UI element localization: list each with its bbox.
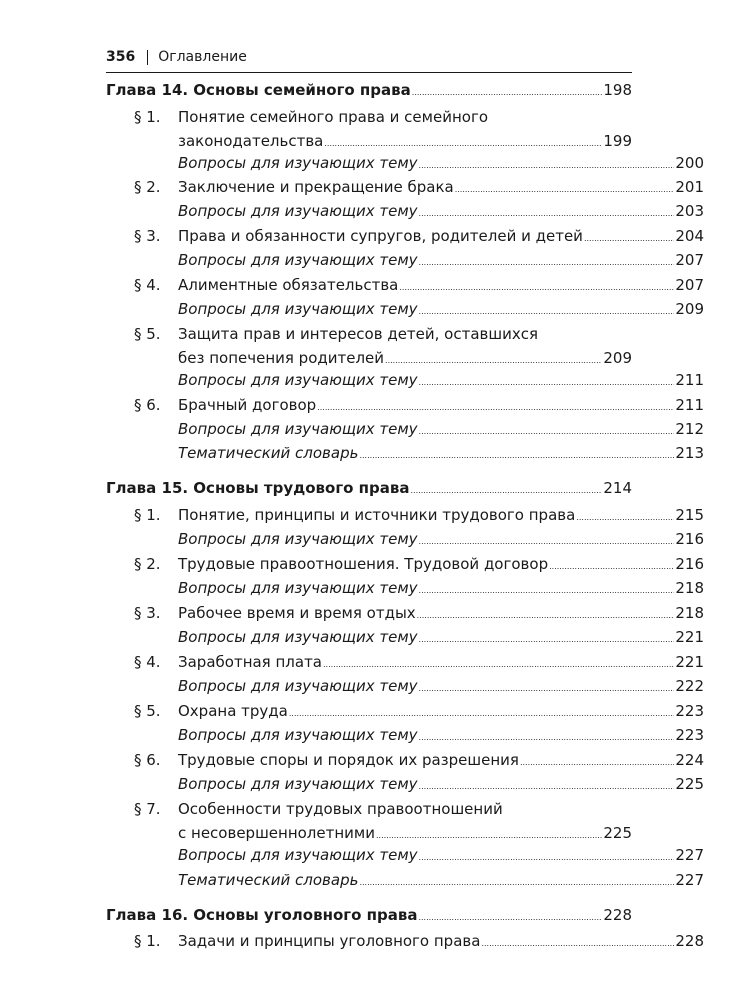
page-ref: 214	[603, 479, 632, 497]
section-title-line2: с несовершеннолетними	[178, 824, 375, 842]
dot-leader	[317, 393, 674, 420]
section-number: § 3.	[134, 227, 161, 245]
questions-label: Вопросы для изучающих тему	[178, 420, 418, 438]
section-number: § 5.	[134, 325, 161, 343]
section-title: Задачи и принципы уголовного права	[178, 932, 481, 950]
questions-label: Вопросы для изучающих тему	[178, 530, 418, 548]
page-ref: 224	[675, 751, 704, 769]
questions-label: Вопросы для изучающих тему	[178, 846, 418, 864]
page-ref: 209	[603, 349, 632, 367]
page-ref: 207	[675, 251, 704, 269]
section-title-line2: без попечения родителей	[178, 349, 385, 367]
questions-label: Вопросы для изучающих тему	[178, 202, 418, 220]
header-separator	[147, 50, 148, 65]
dot-leader	[411, 476, 603, 503]
section-number: § 7.	[134, 800, 161, 818]
dot-leader	[576, 503, 674, 530]
toc-chapter-16[interactable]	[106, 903, 632, 927]
section-number: § 4.	[134, 653, 161, 671]
page-ref: 225	[675, 775, 704, 793]
section-number: § 1.	[134, 506, 161, 524]
page-ref: 218	[675, 579, 704, 597]
section-title: Права и обязанности супругов, родителей и детей	[178, 227, 583, 245]
section-title-line1: Защита прав и интересов детей, оставшихся	[178, 325, 538, 343]
section-title: Брачный договор	[178, 396, 317, 414]
section-number: § 5.	[134, 702, 161, 720]
section-number: § 3.	[134, 604, 161, 622]
section-title: Заработная плата	[178, 653, 322, 671]
toc-chapter-15[interactable]	[106, 476, 632, 500]
page-ref: 227	[675, 871, 704, 889]
dot-leader	[419, 368, 675, 395]
glossary-label: Тематический словарь	[178, 444, 359, 462]
page-ref: 228	[603, 906, 632, 924]
questions-label: Вопросы для изучающих тему	[178, 628, 418, 646]
section-title: Заключение и прекращение брака	[178, 178, 454, 196]
page-ref: 203	[675, 202, 704, 220]
dot-leader	[584, 224, 674, 251]
dot-leader	[549, 552, 674, 579]
section-number: § 4.	[134, 276, 161, 294]
dot-leader	[419, 772, 675, 799]
toc-section[interactable]	[106, 322, 632, 370]
questions-label: Вопросы для изучающих тему	[178, 579, 418, 597]
page-ref: 221	[675, 628, 704, 646]
page-ref: 227	[675, 846, 704, 864]
header-title: Оглавление	[158, 49, 247, 65]
section-title: Трудовые споры и порядок их разрешения	[178, 751, 519, 769]
questions-label: Вопросы для изучающих тему	[178, 677, 418, 695]
page-ref: 223	[675, 702, 704, 720]
page-ref: 211	[675, 371, 704, 389]
dot-leader	[481, 929, 674, 956]
page-ref: 215	[675, 506, 704, 524]
dot-leader	[419, 151, 675, 178]
page-ref: 211	[675, 396, 704, 414]
toc-chapter-14[interactable]	[106, 78, 632, 102]
section-title: Понятие, принципы и источники трудового права	[178, 506, 576, 524]
questions-label: Вопросы для изучающих тему	[178, 154, 418, 172]
dot-leader	[419, 625, 675, 652]
running-header	[106, 47, 632, 67]
chapter-title: Глава 16. Основы уголовного права	[106, 906, 418, 924]
page-number: 356	[106, 49, 136, 65]
page-ref: 223	[675, 726, 704, 744]
section-title: Рабочее время и время отдых	[178, 604, 416, 622]
dot-leader	[399, 273, 674, 300]
page-ref: 200	[675, 154, 704, 172]
section-number: § 6.	[134, 751, 161, 769]
dot-leader	[412, 78, 603, 105]
dot-leader	[419, 199, 675, 226]
section-title: Трудовые правоотношения. Трудовой договор	[178, 555, 549, 573]
section-title-line2: законодательства	[178, 132, 324, 150]
section-number: § 1.	[134, 932, 161, 950]
section-number: § 1.	[134, 108, 161, 126]
dot-leader	[520, 748, 674, 775]
header-rule	[106, 72, 632, 73]
page-ref: 209	[675, 300, 704, 318]
dot-leader	[419, 248, 675, 275]
questions-label: Вопросы для изучающих тему	[178, 371, 418, 389]
dot-leader	[419, 576, 675, 603]
glossary-label: Тематический словарь	[178, 871, 359, 889]
dot-leader	[455, 175, 675, 202]
dot-leader	[419, 723, 675, 750]
section-title: Охрана труда	[178, 702, 288, 720]
toc-section[interactable]	[106, 105, 632, 153]
page-ref: 198	[603, 81, 632, 99]
page-ref: 213	[675, 444, 704, 462]
dot-leader	[419, 417, 675, 444]
questions-label: Вопросы для изучающих тему	[178, 775, 418, 793]
page-ref: 225	[603, 824, 632, 842]
chapter-title: Глава 14. Основы семейного права	[106, 81, 411, 99]
section-title-line1: Особенности трудовых правоотношений	[178, 800, 503, 818]
section-number: § 6.	[134, 396, 161, 414]
toc-section[interactable]	[106, 797, 632, 845]
dot-leader	[419, 297, 675, 324]
dot-leader	[419, 527, 675, 554]
questions-label: Вопросы для изучающих тему	[178, 726, 418, 744]
dot-leader	[418, 903, 602, 930]
page-ref: 222	[675, 677, 704, 695]
page-ref: 218	[675, 604, 704, 622]
questions-label: Вопросы для изучающих тему	[178, 251, 418, 269]
chapter-title: Глава 15. Основы трудового права	[106, 479, 410, 497]
section-number: § 2.	[134, 178, 161, 196]
page-ref: 204	[675, 227, 704, 245]
dot-leader	[419, 843, 675, 870]
dot-leader	[323, 650, 674, 677]
dot-leader	[289, 699, 674, 726]
page-ref: 228	[675, 932, 704, 950]
page-ref: 221	[675, 653, 704, 671]
page-ref: 212	[675, 420, 704, 438]
section-number: § 2.	[134, 555, 161, 573]
dot-leader	[417, 601, 675, 628]
dot-leader	[359, 868, 674, 895]
page-ref: 216	[675, 555, 704, 573]
dot-leader	[419, 674, 675, 701]
questions-label: Вопросы для изучающих тему	[178, 300, 418, 318]
section-title-line1: Понятие семейного права и семейного	[178, 108, 488, 126]
page-ref: 207	[675, 276, 704, 294]
section-title: Алиментные обязательства	[178, 276, 399, 294]
page-ref: 201	[675, 178, 704, 196]
page-ref: 216	[675, 530, 704, 548]
page-ref: 199	[603, 132, 632, 150]
dot-leader	[359, 441, 674, 468]
